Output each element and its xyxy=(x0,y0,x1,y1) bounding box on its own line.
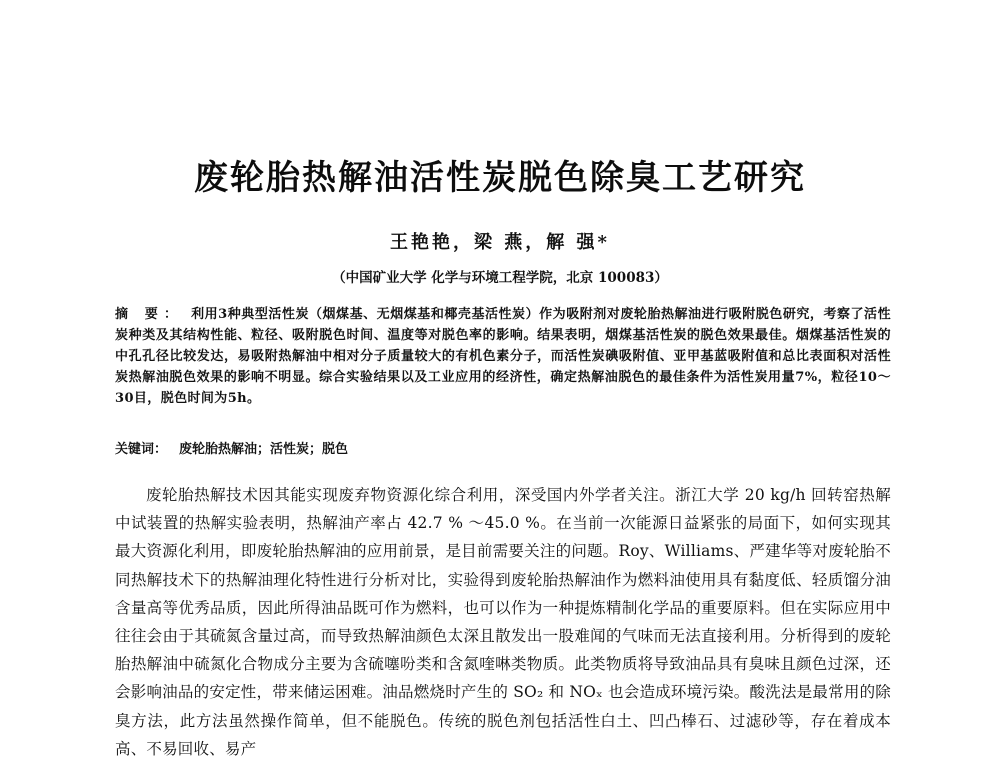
keywords xyxy=(115,439,891,460)
body-paragraph: 废轮胎热解技术因其能实现废弃物资源化综合利用，深受国内外学者关注。浙江大学 20 kg/h 回转窑热解中试装置的热解实验表明，热解油产率占 42.7 % ～45.0 %。在当前一次能源日益紧张的局面下，如何实现其最大资源化利用，即废轮胎热解油的应用前景，是目前需要关注的问题。Roy、Williams、严建华等对废轮胎不同热解技术下的热解油理化特性进行分析对比，实验得到废轮胎热解油作为燃料油使用具有黏度低、轻质馏分油含量高等优秀品质，因此所得油品既可作为燃料，也可以作为一种提炼精制化学品的重要原料。但在实际应用中往往会由于其硫氮含量过高，而导致热解油颜色太深且散发出一股难闻的气味而无法直接利用。分析得到的废轮胎热解油中硫氮化合物成分主要为含硫噻吩类和含氮喹啉类物质。此类物质将导致油品具有臭味且颜色过深，还会影响油品的安定性，带来储运困难。油品燃烧时产生的 SO₂ 和 NOₓ 也会造成环境污染。酸洗法是最常用的除臭方法，此方法虽然操作简单，但不能脱色。传统的脱色剂包括活性白土、凹凸棒石、过滤砂等，存在着成本高、不易回收、易产 xyxy=(115,486,891,758)
abstract xyxy=(115,304,891,409)
keywords-label: 关键词： xyxy=(115,442,168,457)
paper-title: 废轮胎热解油活性炭脱色除臭工艺研究 xyxy=(194,158,806,198)
author-list: 王艳艳，梁 燕，解 强* xyxy=(390,232,610,253)
abstract-text: 利用3种典型活性炭（烟煤基、无烟煤基和椰壳基活性炭）作为吸附剂对废轮胎热解油进行吸附脱色研究，考察了活性炭种类及其结构性能、粒径、吸附脱色时间、温度等对脱色率的影响。结果表明，烟煤基活性炭的脱色效果最佳。烟煤基活性炭的中孔孔径比较发达，易吸附热解油中相对分子质量较大的有机色素分子，而活性炭碘吸附值、亚甲基蓝吸附值和总比表面积对活性炭热解油脱色效果的影响不明显。综合实验结果以及工业应用的经济性，确定热解油脱色的最佳条件为活性炭用量7%，粒径10～30目，脱色时间为5h。 xyxy=(115,307,891,406)
affiliation: （中国矿业大学 化学与环境工程学院，北京 100083） xyxy=(332,270,668,286)
abstract-label: 摘 要： xyxy=(115,307,184,322)
keywords-text: 废轮胎热解油；活性炭；脱色 xyxy=(179,442,349,457)
